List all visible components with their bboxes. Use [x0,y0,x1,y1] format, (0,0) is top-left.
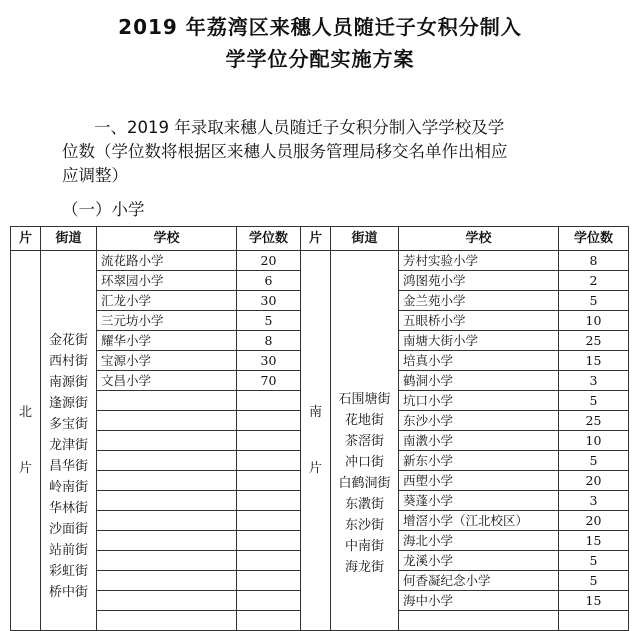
north-school-name-empty [97,611,237,631]
south-school-seats: 10 [559,431,629,451]
north-school-seats: 8 [237,331,301,351]
south-school-seats: 15 [559,351,629,371]
north-school-seats-empty [237,531,301,551]
south-school-seats: 25 [559,331,629,351]
north-school-name: 耀华小学 [97,331,237,351]
north-school-seats: 20 [237,251,301,271]
section-heading-line-2: 位数（学位数将根据区来穗人员服务管理局移交名单作出相应 [62,142,508,161]
south-pian-cell [301,251,331,631]
south-school-name: 金兰苑小学 [399,291,559,311]
table-row [11,251,629,271]
north-street: 南源街 [48,374,88,390]
south-street: 东漖街 [344,496,384,512]
north-school-seats: 70 [237,371,301,391]
north-school-name: 流花路小学 [97,251,237,271]
north-street: 逢源街 [48,395,88,411]
south-school-seats: 10 [559,311,629,331]
north-school-seats-empty [237,591,301,611]
north-school-name-empty [97,411,237,431]
south-school-name: 增滘小学（江北校区） [399,511,559,531]
north-street: 沙面街 [48,521,88,537]
north-street: 西村街 [48,353,88,369]
allocation-table [10,226,629,631]
south-school-seats: 5 [559,291,629,311]
south-school-seats: 5 [559,391,629,411]
north-school-seats: 5 [237,311,301,331]
north-pian-char: 片 [18,460,32,476]
north-school-seats: 30 [237,291,301,311]
south-school-seats: 20 [559,471,629,491]
north-school-seats-empty [237,551,301,571]
section-heading-text-1: 一、2019 年录取来穗人员随迁子女积分制入学学校及学 [94,118,505,137]
south-school-name-empty [399,611,559,631]
north-street: 彩虹街 [48,563,88,579]
subsection-heading: （一）小学 [62,200,145,219]
header-school-2: 学校 [399,227,559,251]
north-school-name-empty [97,491,237,511]
north-school-name: 三元坊小学 [97,311,237,331]
north-pian-char: 北 [18,404,32,420]
north-school-name-empty [97,391,237,411]
south-school-name: 新东小学 [399,451,559,471]
north-school-name: 环翠园小学 [97,271,237,291]
north-school-name-empty [97,511,237,531]
north-school-seats-empty [237,411,301,431]
south-school-seats: 15 [559,531,629,551]
north-school-seats-empty [237,491,301,511]
south-school-name: 培真小学 [399,351,559,371]
south-school-seats: 3 [559,371,629,391]
south-school-seats: 5 [559,551,629,571]
header-street: 街道 [41,227,97,251]
south-school-name: 鸿图苑小学 [399,271,559,291]
north-school-name: 汇龙小学 [97,291,237,311]
north-school-name: 文昌小学 [97,371,237,391]
north-street: 龙津街 [48,437,88,453]
south-street: 海龙街 [344,559,384,575]
south-school-name: 海北小学 [399,531,559,551]
south-school-seats: 25 [559,411,629,431]
south-school-seats: 20 [559,511,629,531]
south-school-name: 五眼桥小学 [399,311,559,331]
south-school-name: 南塘大街小学 [399,331,559,351]
south-street: 中南街 [344,538,384,554]
south-pian-char: 南 [308,404,322,420]
north-school-seats-empty [237,611,301,631]
south-school-name: 西塱小学 [399,471,559,491]
north-street: 岭南街 [48,479,88,495]
south-school-name: 坑口小学 [399,391,559,411]
document-title-line-2: 学学位分配实施方案 [225,47,415,71]
south-school-seats: 5 [559,571,629,591]
section-heading-line-1 [62,116,587,140]
north-school-name: 宝源小学 [97,351,237,371]
south-streets-cell [331,251,399,631]
header-pian: 片 [11,227,41,251]
north-school-seats-empty [237,431,301,451]
header-school: 学校 [97,227,237,251]
south-street: 东沙街 [344,517,384,533]
table-header-row [11,227,629,251]
south-street: 石围塘街 [338,391,391,407]
header-seats: 学位数 [237,227,301,251]
south-street: 冲口街 [344,454,384,470]
north-street: 金花街 [48,332,88,348]
south-school-seats: 15 [559,591,629,611]
north-street: 站前街 [48,542,88,558]
south-school-seats: 8 [559,251,629,271]
south-school-seats: 3 [559,491,629,511]
north-school-name-empty [97,471,237,491]
north-school-seats: 30 [237,351,301,371]
south-school-name: 龙溪小学 [399,551,559,571]
north-school-name-empty [97,551,237,571]
south-school-name: 东沙小学 [399,411,559,431]
south-school-name: 葵蓬小学 [399,491,559,511]
north-streets-cell [41,251,97,631]
header-seats-2: 学位数 [559,227,629,251]
south-pian-char: 片 [308,460,322,476]
north-school-name-empty [97,591,237,611]
south-school-name: 鹤洞小学 [399,371,559,391]
south-school-seats: 5 [559,451,629,471]
south-school-name: 芳村实验小学 [399,251,559,271]
north-street: 桥中街 [48,584,88,600]
north-school-name-empty [97,451,237,471]
south-school-name: 南漖小学 [399,431,559,451]
north-school-name-empty [97,431,237,451]
header-pian-2: 片 [301,227,331,251]
south-school-name: 何香凝纪念小学 [399,571,559,591]
north-street: 多宝街 [48,416,88,432]
north-school-seats: 6 [237,271,301,291]
north-school-name-empty [97,571,237,591]
north-pian-cell [11,251,41,631]
north-school-seats-empty [237,511,301,531]
north-school-seats-empty [237,451,301,471]
north-school-seats-empty [237,391,301,411]
header-street-2: 街道 [331,227,399,251]
north-school-seats-empty [237,471,301,491]
south-school-seats: 2 [559,271,629,291]
south-street: 白鹤洞街 [338,475,391,491]
section-heading-line-3: 应调整） [62,166,128,185]
north-school-seats-empty [237,571,301,591]
south-street: 花地街 [344,412,384,428]
document-title-line-1: 2019 年荔湾区来穗人员随迁子女积分制入 [118,15,522,39]
south-school-seats-empty [559,611,629,631]
south-street: 茶滘街 [344,433,384,449]
south-school-name: 海中小学 [399,591,559,611]
north-school-name-empty [97,531,237,551]
north-street: 华林街 [48,500,88,516]
north-street: 昌华街 [48,458,88,474]
